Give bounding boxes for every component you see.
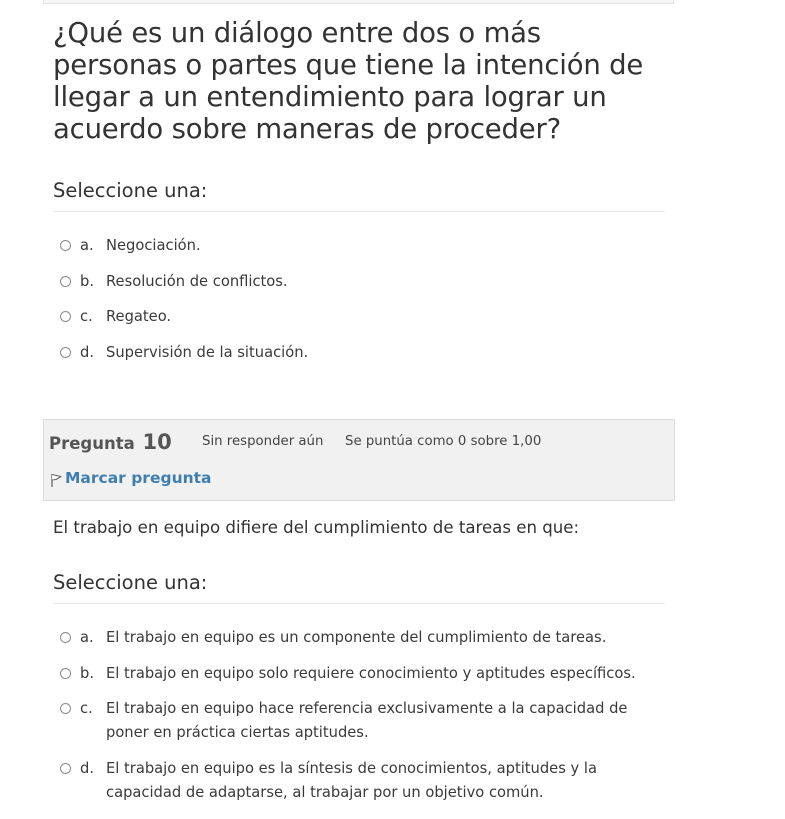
radio-button[interactable] — [60, 311, 71, 322]
question-9-text: ¿Qué es un diálogo entre dos o más personas o partes que tiene la intención de llegar a un entendimiento para lograr un acuerdo sobre maneras de proceder? — [53, 17, 644, 145]
question-number — [49, 429, 172, 457]
radio-button[interactable] — [60, 347, 71, 358]
flag-question-link[interactable] — [50, 468, 212, 488]
flag-icon[interactable] — [50, 472, 64, 488]
flag-question-label[interactable]: Marcar pregunta — [65, 469, 212, 487]
option-letter: d. — [80, 344, 94, 361]
option-letter: b. — [80, 273, 94, 290]
radio-button[interactable] — [60, 763, 71, 774]
question-10-option-a[interactable] — [60, 626, 670, 662]
option-label[interactable]: Resolución de conflictos. — [106, 273, 288, 290]
option-letter: d. — [80, 760, 94, 777]
option-letter: b. — [80, 665, 94, 682]
option-letter: a. — [80, 629, 94, 646]
question-9-option-b[interactable] — [60, 270, 670, 305]
option-label[interactable]: El trabajo en equipo es la síntesis de conocimientos, aptitudes y la capacidad de adaptarse, al trabajar por un objetivo común. — [106, 760, 597, 801]
question-10-select-label: Seleccione una: — [53, 571, 665, 604]
option-label[interactable]: El trabajo en equipo hace referencia exclusivamente a la capacidad de poner en práctica ciertas aptitudes. — [106, 700, 628, 741]
question-9-option-d[interactable] — [60, 341, 670, 377]
question-10-text: El trabajo en equipo difiere del cumplimiento de tareas en que: — [53, 518, 580, 537]
question-9-option-c[interactable] — [60, 305, 670, 341]
option-letter: c. — [80, 308, 93, 325]
radio-button[interactable] — [60, 276, 71, 287]
radio-button[interactable] — [60, 240, 71, 251]
question-10-option-d[interactable] — [60, 757, 670, 805]
option-label[interactable]: Negociación. — [106, 237, 201, 254]
radio-button[interactable] — [60, 703, 71, 714]
option-letter: a. — [80, 237, 94, 254]
option-label[interactable]: El trabajo en equipo es un componente del cumplimiento de tareas. — [106, 629, 607, 646]
previous-question-info-box — [43, 0, 674, 4]
option-label[interactable]: Supervisión de la situación. — [106, 344, 309, 361]
question-10-info-box — [43, 419, 675, 501]
question-label: Pregunta — [49, 434, 135, 453]
question-10-options — [60, 626, 670, 805]
question-9-options — [60, 234, 670, 377]
question-status: Sin responder aún — [202, 434, 324, 449]
radio-button[interactable] — [60, 632, 71, 643]
question-number-value: 10 — [142, 430, 172, 454]
option-letter: c. — [80, 700, 93, 717]
question-9-select-label: Seleccione una: — [53, 179, 665, 212]
radio-button[interactable] — [60, 668, 71, 679]
question-10-option-c[interactable] — [60, 697, 670, 757]
question-9-option-a[interactable] — [60, 234, 670, 270]
option-label[interactable]: El trabajo en equipo solo requiere conocimiento y aptitudes específicos. — [106, 665, 636, 682]
question-grade: Se puntúa como 0 sobre 1,00 — [345, 434, 542, 449]
question-10-option-b[interactable] — [60, 662, 670, 697]
option-label[interactable]: Regateo. — [106, 308, 172, 325]
